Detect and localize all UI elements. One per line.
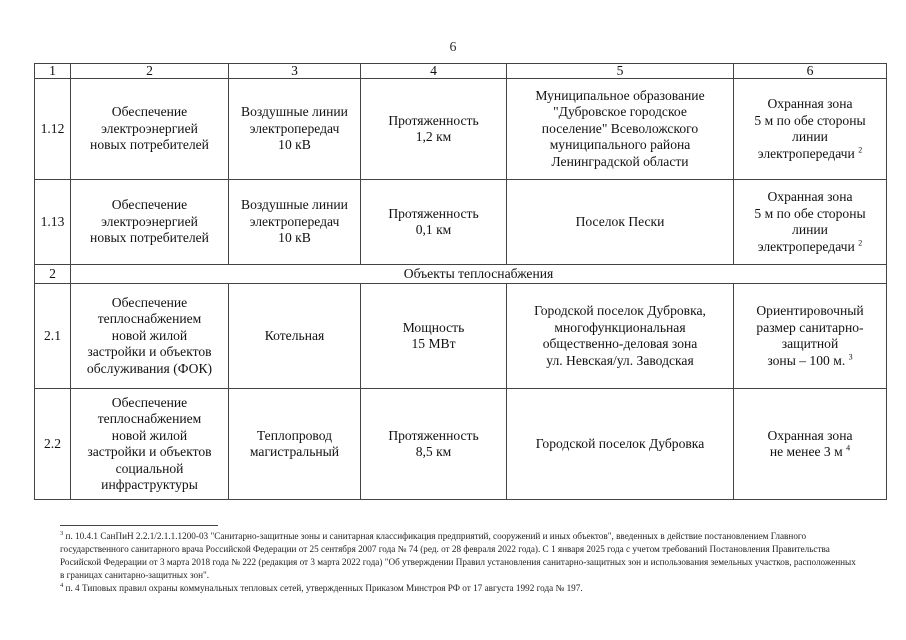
footnote-text: п. 10.4.1 СанПиН 2.2.1/2.1.1.1200-03 "Санитарно-защитные зоны и санитарная классификация предприятий, сооружений и иных объектов", введенных в действие постановлением Главного государственного санитарного врача Российской Федерации от 25 сентября 2007 года № 74 (ред. от 28 февраля 2022 года). С 1 января 2025 года с учетом требований Постановления Правительства Росийской Федерации от 3 марта 2018 года № 222 (редакция от 3 марта 2022 года) "Об утверждении Правил установления санитарно-защитных зон и использования земельных участков, расположенных в границах санитарно-защитных зон".	[60, 531, 856, 580]
footnote-text: п. 4 Типовых правил охраны коммунальных тепловых сетей, утвержденных Приказом Минстроя РФ от 17 августа 1992 года № 197.	[63, 583, 583, 593]
footnotes	[60, 530, 860, 595]
characteristic-cell: Протяженность 0,1 км	[361, 180, 507, 265]
table-row	[35, 284, 887, 389]
header-cell: 6	[734, 64, 887, 79]
footnote-ref: 3	[848, 351, 853, 361]
page-number: 6	[449, 40, 457, 55]
zone-text: Охранная зона 5 м по обе стороны линии электропередачи	[754, 96, 866, 161]
header-cell: 4	[361, 64, 507, 79]
header-cell: 1	[35, 64, 71, 79]
zone-cell	[734, 79, 887, 180]
object-cell: Воздушные линии электропередач 10 кВ	[229, 180, 361, 265]
header-cell: 3	[229, 64, 361, 79]
section-row	[35, 265, 887, 284]
footnote-ref: 4	[846, 443, 851, 453]
zone-text: Охранная зона не менее 3 м	[767, 427, 853, 459]
zone-text: Охранная зона 5 м по обе стороны линии электропередачи	[754, 189, 866, 254]
row-number: 1.12	[35, 79, 71, 180]
location-cell: Городской поселок Дубровка	[507, 389, 734, 500]
purpose-cell: Обеспечение электроэнергией новых потребителей	[71, 79, 229, 180]
table-row	[35, 389, 887, 500]
row-number: 2.1	[35, 284, 71, 389]
purpose-cell: Обеспечение электроэнергией новых потребителей	[71, 180, 229, 265]
zone-text: Ориентировочный размер санитарно- защитной зоны – 100 м.	[756, 303, 864, 368]
characteristic-cell: Протяженность 8,5 км	[361, 389, 507, 500]
characteristic-cell: Протяженность 1,2 км	[361, 79, 507, 180]
footnote	[60, 582, 860, 595]
footnote-ref: 2	[858, 237, 863, 247]
purpose-cell: Обеспечение теплоснабжением новой жилой застройки и объектов социальной инфраструктуры	[71, 389, 229, 500]
header-cell: 5	[507, 64, 734, 79]
characteristic-cell: Мощность 15 МВт	[361, 284, 507, 389]
header-cell: 2	[71, 64, 229, 79]
footnote-mark: 3	[60, 529, 64, 537]
object-cell: Теплопровод магистральный	[229, 389, 361, 500]
footnote-separator	[60, 525, 218, 526]
location-cell: Поселок Пески	[507, 180, 734, 265]
footnote-mark: 4	[60, 581, 64, 589]
location-cell: Городской поселок Дубровка, многофункциональная общественно-деловая зона ул. Невская/ул. Заводская	[507, 284, 734, 389]
section-number: 2	[35, 265, 71, 284]
object-cell: Котельная	[229, 284, 361, 389]
purpose-cell: Обеспечение теплоснабжением новой жилой застройки и объектов обслуживания (ФОК)	[71, 284, 229, 389]
objects-table	[34, 63, 887, 500]
row-number: 2.2	[35, 389, 71, 500]
table-row	[35, 180, 887, 265]
footnote	[60, 530, 860, 582]
zone-cell	[734, 284, 887, 389]
table-header-row	[35, 64, 887, 79]
zone-cell	[734, 389, 887, 500]
footnote-ref: 2	[858, 144, 863, 154]
location-cell: Муниципальное образование "Дубровское городское поселение" Всеволожского муниципального района Ленинградской области	[507, 79, 734, 180]
object-cell: Воздушные линии электропередач 10 кВ	[229, 79, 361, 180]
row-number: 1.13	[35, 180, 71, 265]
zone-cell	[734, 180, 887, 265]
table-row	[35, 79, 887, 180]
section-title: Объекты теплоснабжения	[71, 265, 887, 284]
